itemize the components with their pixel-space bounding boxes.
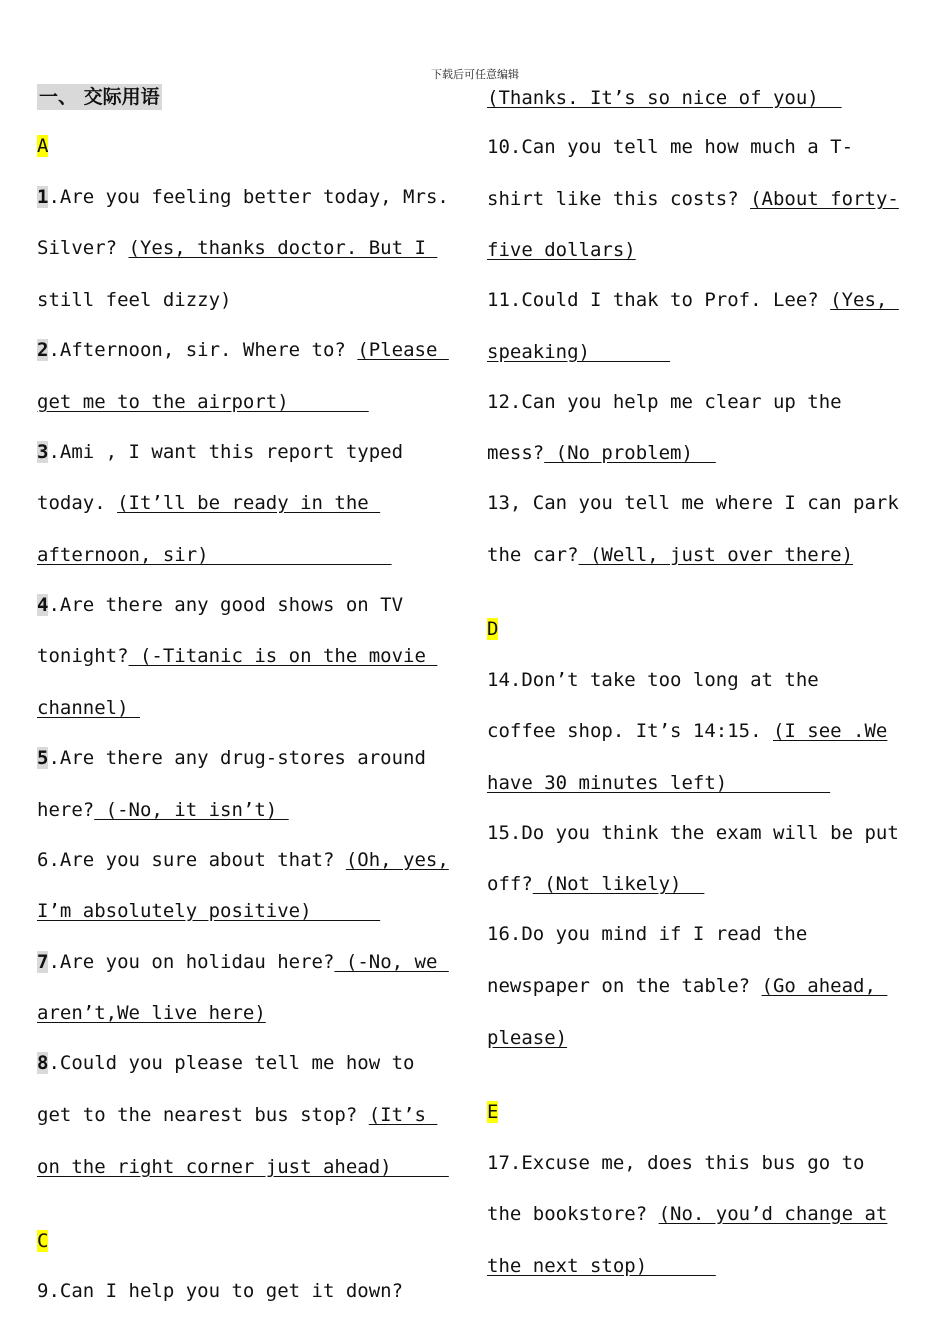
answer-6-cont: I’m absolutely positive) <box>37 900 381 922</box>
question-11: 11.Could I thak to Prof. Lee? (Yes, <box>487 289 899 311</box>
answer-12: (No problem) <box>544 442 716 464</box>
section-label-c: C <box>37 1230 49 1252</box>
question-9: 9.Can I help you to get it down? <box>37 1280 404 1302</box>
answer-13: (Well, just over there) <box>578 544 854 566</box>
answer-16: (Go ahead, <box>761 975 888 997</box>
question-15-cont: off? (Not likely) <box>487 873 705 895</box>
answer-3-cont: afternoon, sir) <box>37 544 392 566</box>
question-14-cont: coffee shop. It’s 14:15. (I see .We <box>487 720 888 742</box>
section-title: 一、 交际用语 <box>39 86 160 108</box>
answer-10-cont: five dollars) <box>487 239 636 261</box>
answer-11: (Yes, <box>830 289 899 311</box>
header-note: 下载后可任意编辑 <box>431 68 519 81</box>
question-10-cont: shirt like this costs? (About forty- <box>487 188 899 210</box>
question-14: 14.Don’t take too long at the <box>487 669 819 691</box>
answer-17: (No. you’d change at <box>658 1203 888 1225</box>
answer-14-cont: have 30 minutes left) <box>487 772 831 794</box>
question-12: 12.Can you help me clear up the <box>487 391 842 413</box>
question-15: 15.Do you think the exam will be put <box>487 822 899 844</box>
answer-14: (I see .We <box>772 720 888 742</box>
section-label-a: A <box>37 135 49 157</box>
question-5-cont: here? (-No, it isn’t) <box>37 799 289 821</box>
answer-8-cont: on the right corner just ahead) <box>37 1156 449 1178</box>
question-4-cont: tonight? (-Titanic is on the movie <box>37 645 438 667</box>
answer-11-cont: speaking) <box>487 341 671 363</box>
section-label-e: E <box>487 1101 499 1123</box>
answer-17-cont: the next stop) <box>487 1255 716 1277</box>
question-4: 4.Are there any good shows on TV <box>37 594 404 616</box>
question-2: 2.Afternoon, sir. Where to? (Please <box>37 339 449 361</box>
answer-6: (Oh, yes, <box>345 849 449 871</box>
question-12-cont: mess? (No problem) <box>487 442 716 464</box>
answer-3: (It’ll be ready in the <box>117 492 381 514</box>
answer-16-cont: please) <box>487 1027 568 1049</box>
question-3-cont: today. (It’ll be ready in the <box>37 492 381 514</box>
question-8: 8.Could you please tell me how to <box>37 1052 415 1074</box>
question-6: 6.Are you sure about that? (Oh, yes, <box>37 849 449 871</box>
question-13-cont: the car? (Well, just over there) <box>487 544 854 566</box>
question-17-cont: the bookstore? (No. you’d change at <box>487 1203 888 1225</box>
answer-9: (Thanks. It’s so nice of you) <box>487 87 842 109</box>
section-label-d: D <box>487 618 499 640</box>
question-8-cont: get to the nearest bus stop? (It’s <box>37 1104 438 1126</box>
question-7: 7.Are you on holidau here? (-No, we <box>37 951 449 973</box>
answer-10: (About forty- <box>750 188 899 210</box>
question-5: 5.Are there any drug-stores around <box>37 747 426 769</box>
question-3: 3.Ami , I want this report typed <box>37 441 404 463</box>
question-16-cont: newspaper on the table? (Go ahead, <box>487 975 888 997</box>
question-1: 1.Are you feeling better today, Mrs. <box>37 186 449 208</box>
answer-2: (Please <box>357 339 449 361</box>
question-10: 10.Can you tell me how much a T- <box>487 136 854 158</box>
answer-4: (-Titanic is on the movie <box>128 645 438 667</box>
answer-7-cont: aren’t,We live here) <box>37 1002 266 1024</box>
answer-1-cont: still feel dizzy) <box>37 289 232 311</box>
question-13: 13, Can you tell me where I can park <box>487 492 899 514</box>
answer-1: (Yes, thanks doctor. But I <box>128 237 438 259</box>
answer-5: (-No, it isn’t) <box>94 799 289 821</box>
answer-2-cont: get me to the airport) <box>37 391 369 413</box>
question-17: 17.Excuse me, does this bus go to <box>487 1152 865 1174</box>
answer-7: (-No, we <box>334 951 449 973</box>
answer-4-cont: channel) <box>37 697 140 719</box>
question-1-cont: Silver? (Yes, thanks doctor. But I <box>37 237 438 259</box>
answer-8: (It’s <box>368 1104 438 1126</box>
question-16: 16.Do you mind if I read the <box>487 923 808 945</box>
answer-15: (Not likely) <box>532 873 705 895</box>
